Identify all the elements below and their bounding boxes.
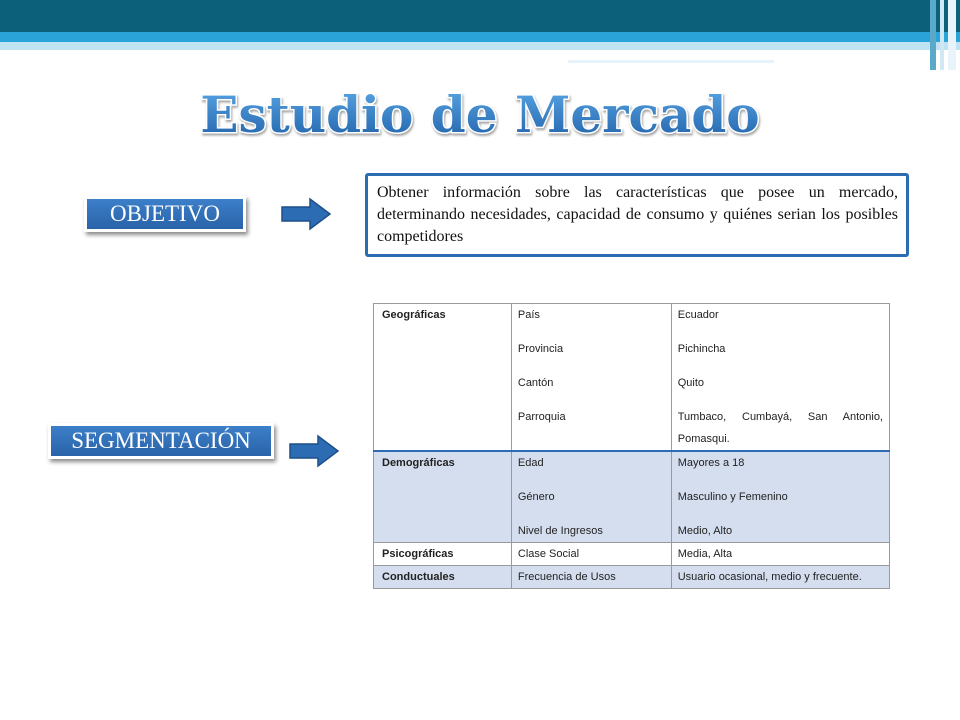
- value-text: Mayores a 18: [677, 457, 745, 469]
- banner-white-line: [568, 60, 774, 63]
- banner-white-line: [568, 50, 888, 53]
- variable-text: Cantón: [517, 377, 554, 389]
- value-text: Masculino y Femenino: [677, 491, 788, 503]
- category-text: Psicográficas: [382, 548, 454, 560]
- table-cell-category: [374, 543, 512, 566]
- table-cell-category: [374, 566, 512, 589]
- segmentation-label-text: SEGMENTACIÓN: [71, 428, 251, 453]
- table-cell-values: [671, 543, 889, 566]
- objective-label-text: OBJETIVO: [110, 201, 220, 226]
- segmentation-table: [373, 303, 890, 589]
- objective-text-box: [365, 173, 909, 257]
- variable-text: Clase Social: [517, 548, 580, 560]
- category-text: Demográficas: [382, 457, 455, 469]
- category-text: Conductuales: [382, 571, 455, 583]
- table-cell-variables: [511, 566, 671, 589]
- variable-text: Edad: [517, 457, 544, 469]
- table-row: [374, 304, 890, 452]
- banner-light-band: [0, 42, 960, 50]
- banner-vertical-bar: [930, 0, 936, 70]
- title-text: Estudio de Mercado: [200, 85, 760, 144]
- variable-text: Frecuencia de Usos: [517, 571, 616, 583]
- value-text: Ecuador: [677, 309, 719, 321]
- table-row: [374, 543, 890, 566]
- page-title: [0, 80, 960, 150]
- variable-text: Provincia: [517, 343, 564, 355]
- table-cell-category: [374, 304, 512, 452]
- arrow-right-icon: [280, 196, 332, 232]
- value-text: Media, Alta: [677, 548, 733, 560]
- value-text: Medio, Alto: [677, 525, 733, 537]
- table-cell-variables: [511, 543, 671, 566]
- table-cell-values: [671, 566, 889, 589]
- variable-text: Parroquia: [517, 411, 566, 423]
- segmentation-label: [48, 423, 274, 459]
- table-cell-category: [374, 451, 512, 543]
- value-text: Tumbaco, Cumbayá, San Antonio, Pomasqui.: [677, 411, 883, 445]
- banner-dark-band: [0, 0, 960, 32]
- arrow-right-icon: [288, 433, 340, 469]
- value-text: Quito: [677, 377, 705, 389]
- table-cell-variables: [511, 451, 671, 543]
- title-wordart: [200, 80, 760, 150]
- variable-text: Nivel de Ingresos: [517, 525, 603, 537]
- value-text: Usuario ocasional, medio y frecuente.: [677, 571, 862, 583]
- value-text: Pichincha: [677, 343, 726, 355]
- table-cell-values: [671, 451, 889, 543]
- banner-vertical-bar: [948, 0, 956, 70]
- variable-text: Género: [517, 491, 555, 503]
- table-row: [374, 451, 890, 543]
- banner-blue-band: [0, 32, 960, 42]
- table-row: [374, 566, 890, 589]
- banner-vertical-bar: [940, 0, 944, 70]
- variable-text: País: [517, 309, 540, 321]
- category-text: Geográficas: [382, 309, 446, 321]
- objective-text: Obtener información sobre las características que posee un mercado, determinando necesidades, capacidad de consumo y quiénes serian los posibles competidores: [377, 184, 898, 245]
- top-banner: [0, 0, 960, 70]
- table-cell-values: [671, 304, 889, 452]
- objective-label: [84, 196, 246, 232]
- table-cell-variables: [511, 304, 671, 452]
